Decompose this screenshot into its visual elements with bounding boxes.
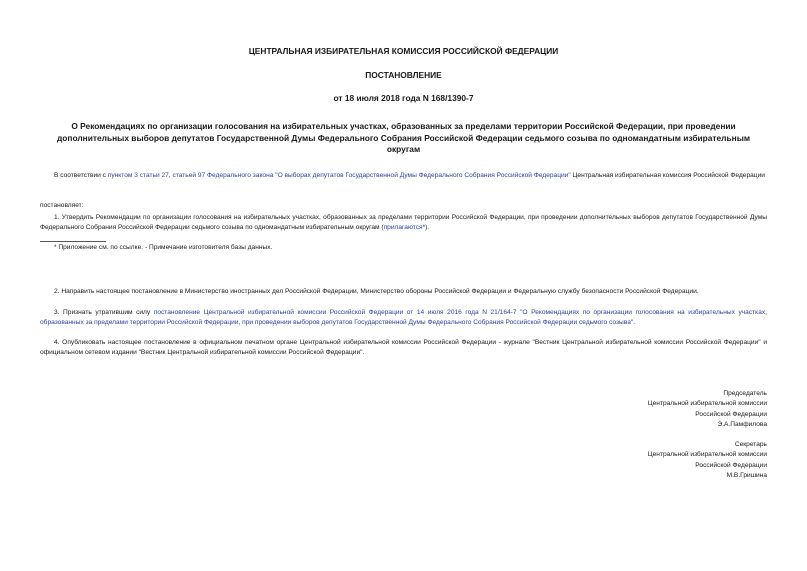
- signature-title: Секретарь: [734, 441, 767, 448]
- footnote: * Приложение см. по ссылке. - Примечание изготовителя базы данных.: [54, 244, 273, 251]
- item-3-tail: .: [633, 319, 636, 327]
- document-type: ПОСТАНОВЛЕНИЕ: [365, 70, 442, 80]
- signature-chairman: [567, 389, 767, 430]
- item-1: [40, 213, 767, 234]
- item-1-tail: *).: [422, 224, 430, 232]
- appendix-link[interactable]: прилагаются: [383, 224, 423, 232]
- date-number: от 18 июля 2018 года N 168/1390-7: [333, 93, 474, 103]
- signature-org-country: Российской Федерации: [695, 410, 767, 418]
- signature-secretary: [567, 440, 767, 481]
- signature-org-country: Российской Федерации: [695, 461, 767, 469]
- signature-name: Э.А.Памфилова: [717, 420, 767, 428]
- preamble-text-2: ,: [168, 172, 173, 179]
- organization-heading: ЦЕНТРАЛЬНАЯ ИЗБИРАТЕЛЬНАЯ КОМИССИЯ РОССИЙСКОЙ ФЕДЕРАЦИИ: [248, 46, 559, 56]
- item-3: [40, 308, 767, 329]
- document-subject: О Рекомендациях по организации голосования на избирательных участках, образованных за пределами территории Российской Федерации, при проведении дополнительных выборов депутатов Государственной Думы Федерального Собрания Российской Федерации седьмого созыва по одномандатным избирательным округам: [56, 121, 751, 154]
- preamble: [40, 171, 767, 181]
- repealed-resolution-link[interactable]: постановление Центральной избирательной комиссии Российской Федерации от 14 июля 2016 года N 21/164-7 "О Рекомендациях по организации голосования на избирательных участках, образованных за пределами территории Российской Федерации, при проведении выборов депутатов Государственной Думы Федерального Собрания Российской Федерации седьмого созыва": [40, 309, 767, 327]
- item-1-text: 1. Утвердить Рекомендации по организации голосования на избирательных участках, образованных за пределами территории Российской Федерации, при проведении дополнительных выборов депутатов Государственной Думы Федерального Собрания Российской Федерации седьмого созыва по одномандатным избирательным округам (: [40, 214, 767, 232]
- preamble-text-1: В соответствии с: [54, 172, 108, 179]
- signature-org: Центральной избирательной комиссии: [647, 451, 767, 459]
- law-article-97-link[interactable]: статьей 97 Федерального закона "О выборах депутатов Государственной Думы Федерального Собрания Российской Федерации": [172, 172, 571, 179]
- footnote-divider: [40, 241, 106, 242]
- item-4: 4. Опубликовать настоящее постановление в официальном печатном органе Центральной избирательной комиссии Российской Федерации - журнале "Вестник Центральной избирательной комиссии Российской Федерации" и официальном сетевом издании "Вестник Центральной избирательной комиссии Российской Федерации".: [40, 339, 767, 357]
- item-2: 2. Направить настоящее постановление в Министерство иностранных дел Российской Федерации, Министерство обороны Российской Федерации и Федеральную службу безопасности Российской Федерации.: [54, 288, 699, 295]
- resolves-label: постановляет:: [40, 202, 84, 209]
- item-3-text: 3. Признать утратившим силу: [54, 309, 154, 316]
- signature-name: М.В.Гришина: [726, 471, 767, 479]
- signature-title: Председатель: [723, 390, 767, 397]
- signature-org: Центральной избирательной комиссии: [647, 400, 767, 408]
- preamble-text-3: Центральная избирательная комиссия Российской Федерации: [570, 172, 765, 179]
- law-article-27-link[interactable]: пунктом 3 статьи 27: [107, 172, 169, 179]
